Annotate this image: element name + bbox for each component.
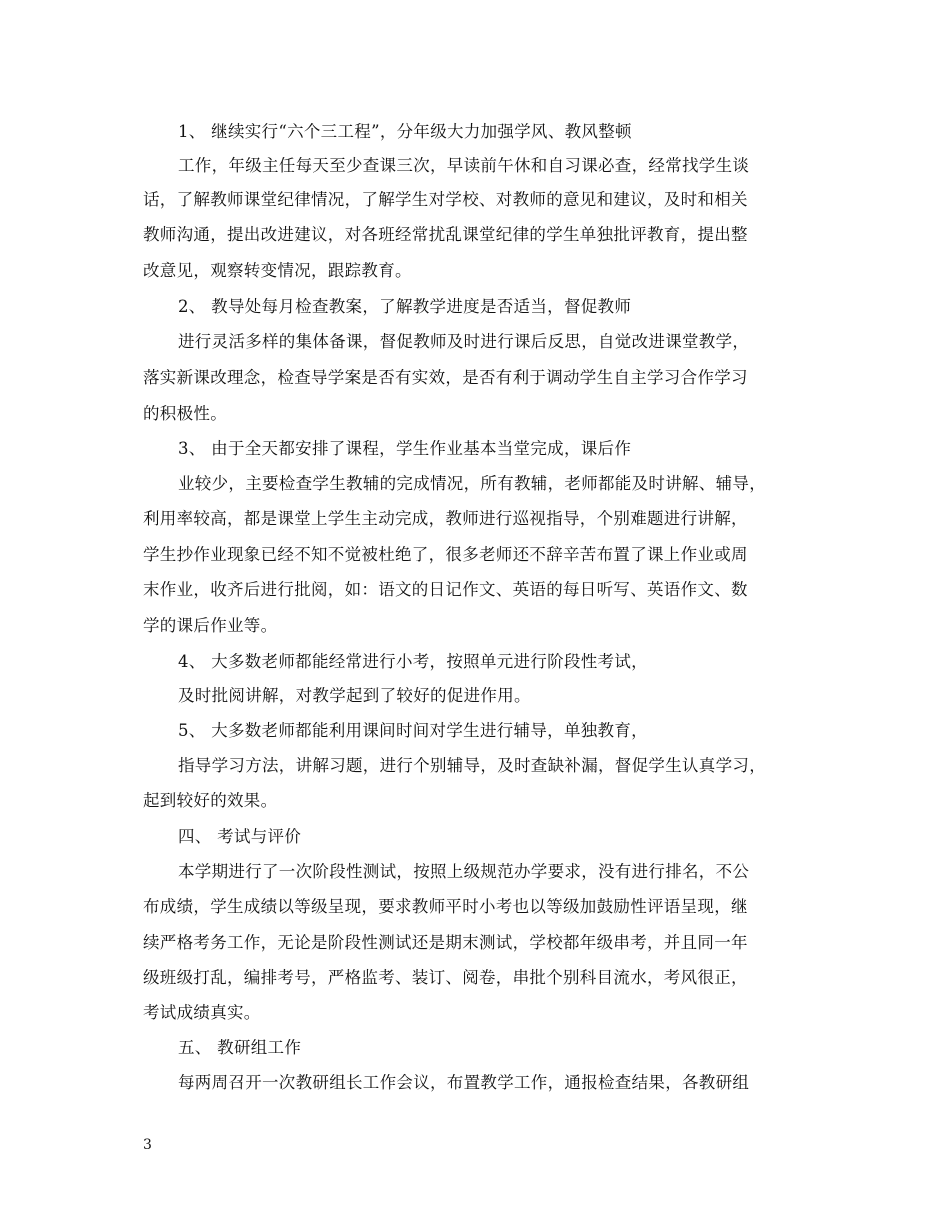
text-line: 续严格考务工作，无论是阶段性测试还是期末测试，学校都年级串考，并且同一年	[143, 933, 748, 952]
text-line: 布成绩，学生成绩以等级呈现，要求教师平时小考也以等级加鼓励性评语呈现，继	[143, 897, 748, 916]
text-line: 利用率较高，都是课堂上学生主动完成，教师进行巡视指导，个别难题进行讲解，	[143, 509, 748, 528]
text-line: 1、 继续实行“六个三工程”，分年级大力加强学风、教风整顿	[178, 122, 632, 141]
text-line: 4、 大多数老师都能经常进行小考，按照单元进行阶段性考试，	[178, 652, 648, 671]
text-line: 工作，年级主任每天至少查课三次，早读前午休和自习课必查，经常找学生谈	[178, 156, 750, 175]
page-number: 3	[143, 1137, 152, 1153]
text-line: 末作业，收齐后进行批阅，如：语文的日记作文、英语的每日听写、英语作文、数	[143, 580, 748, 599]
text-line: 3、 由于全天都安排了课程，学生作业基本当堂完成，课后作	[178, 439, 632, 458]
text-line: 本学期进行了一次阶段性测试，按照上级规范办学要求，没有进行排名，不公	[178, 862, 750, 881]
text-line: 落实新课改理念，检查导学案是否有实效，是否有利于调动学生自主学习合作学习	[143, 368, 748, 387]
text-line: 每两周召开一次教研组长工作会议，布置教学工作，通报检查结果，各教研组	[178, 1073, 750, 1092]
section-heading: 四、 考试与评价	[178, 827, 302, 846]
section-heading: 五、 教研组工作	[178, 1038, 302, 1057]
text-line: 指导学习方法，讲解习题，进行个别辅导，及时查缺补漏，督促学生认真学习，	[178, 756, 766, 775]
text-line: 改意见，观察转变情况，跟踪教育。	[143, 261, 412, 280]
text-line: 的积极性。	[143, 404, 227, 423]
text-line: 2、 教导处每月检查教案，了解教学进度是否适当，督促教师	[178, 297, 632, 316]
text-line: 起到较好的效果。	[143, 791, 278, 810]
text-line: 学生抄作业现象已经不知不觉被杜绝了，很多老师还不辞辛苦布置了课上作业或周	[143, 545, 748, 564]
text-line: 及时批阅讲解，对教学起到了较好的促进作用。	[178, 686, 531, 705]
text-line: 5、 大多数老师都能利用课间时间对学生进行辅导，单独教育，	[178, 721, 648, 740]
text-line: 业较少，主要检查学生教辅的完成情况，所有教辅，老师都能及时讲解、辅导，	[178, 474, 766, 493]
text-line: 教师沟通，提出改进建议，对各班经常扰乱课堂纪律的学生单独批评教育，提出整	[143, 225, 748, 244]
text-line: 话，了解教师课堂纪律情况，了解学生对学校、对教师的意见和建议，及时和相关	[143, 190, 748, 209]
text-line: 级班级打乱，编排考号，严格监考、装订、阅卷，串批个别科目流水，考风很正，	[143, 968, 748, 987]
text-line: 学的课后作业等。	[143, 616, 278, 635]
text-line: 考试成绩真实。	[143, 1003, 261, 1022]
text-line: 进行灵活多样的集体备课，督促教师及时进行课后反思，自觉改进课堂教学，	[178, 332, 750, 351]
